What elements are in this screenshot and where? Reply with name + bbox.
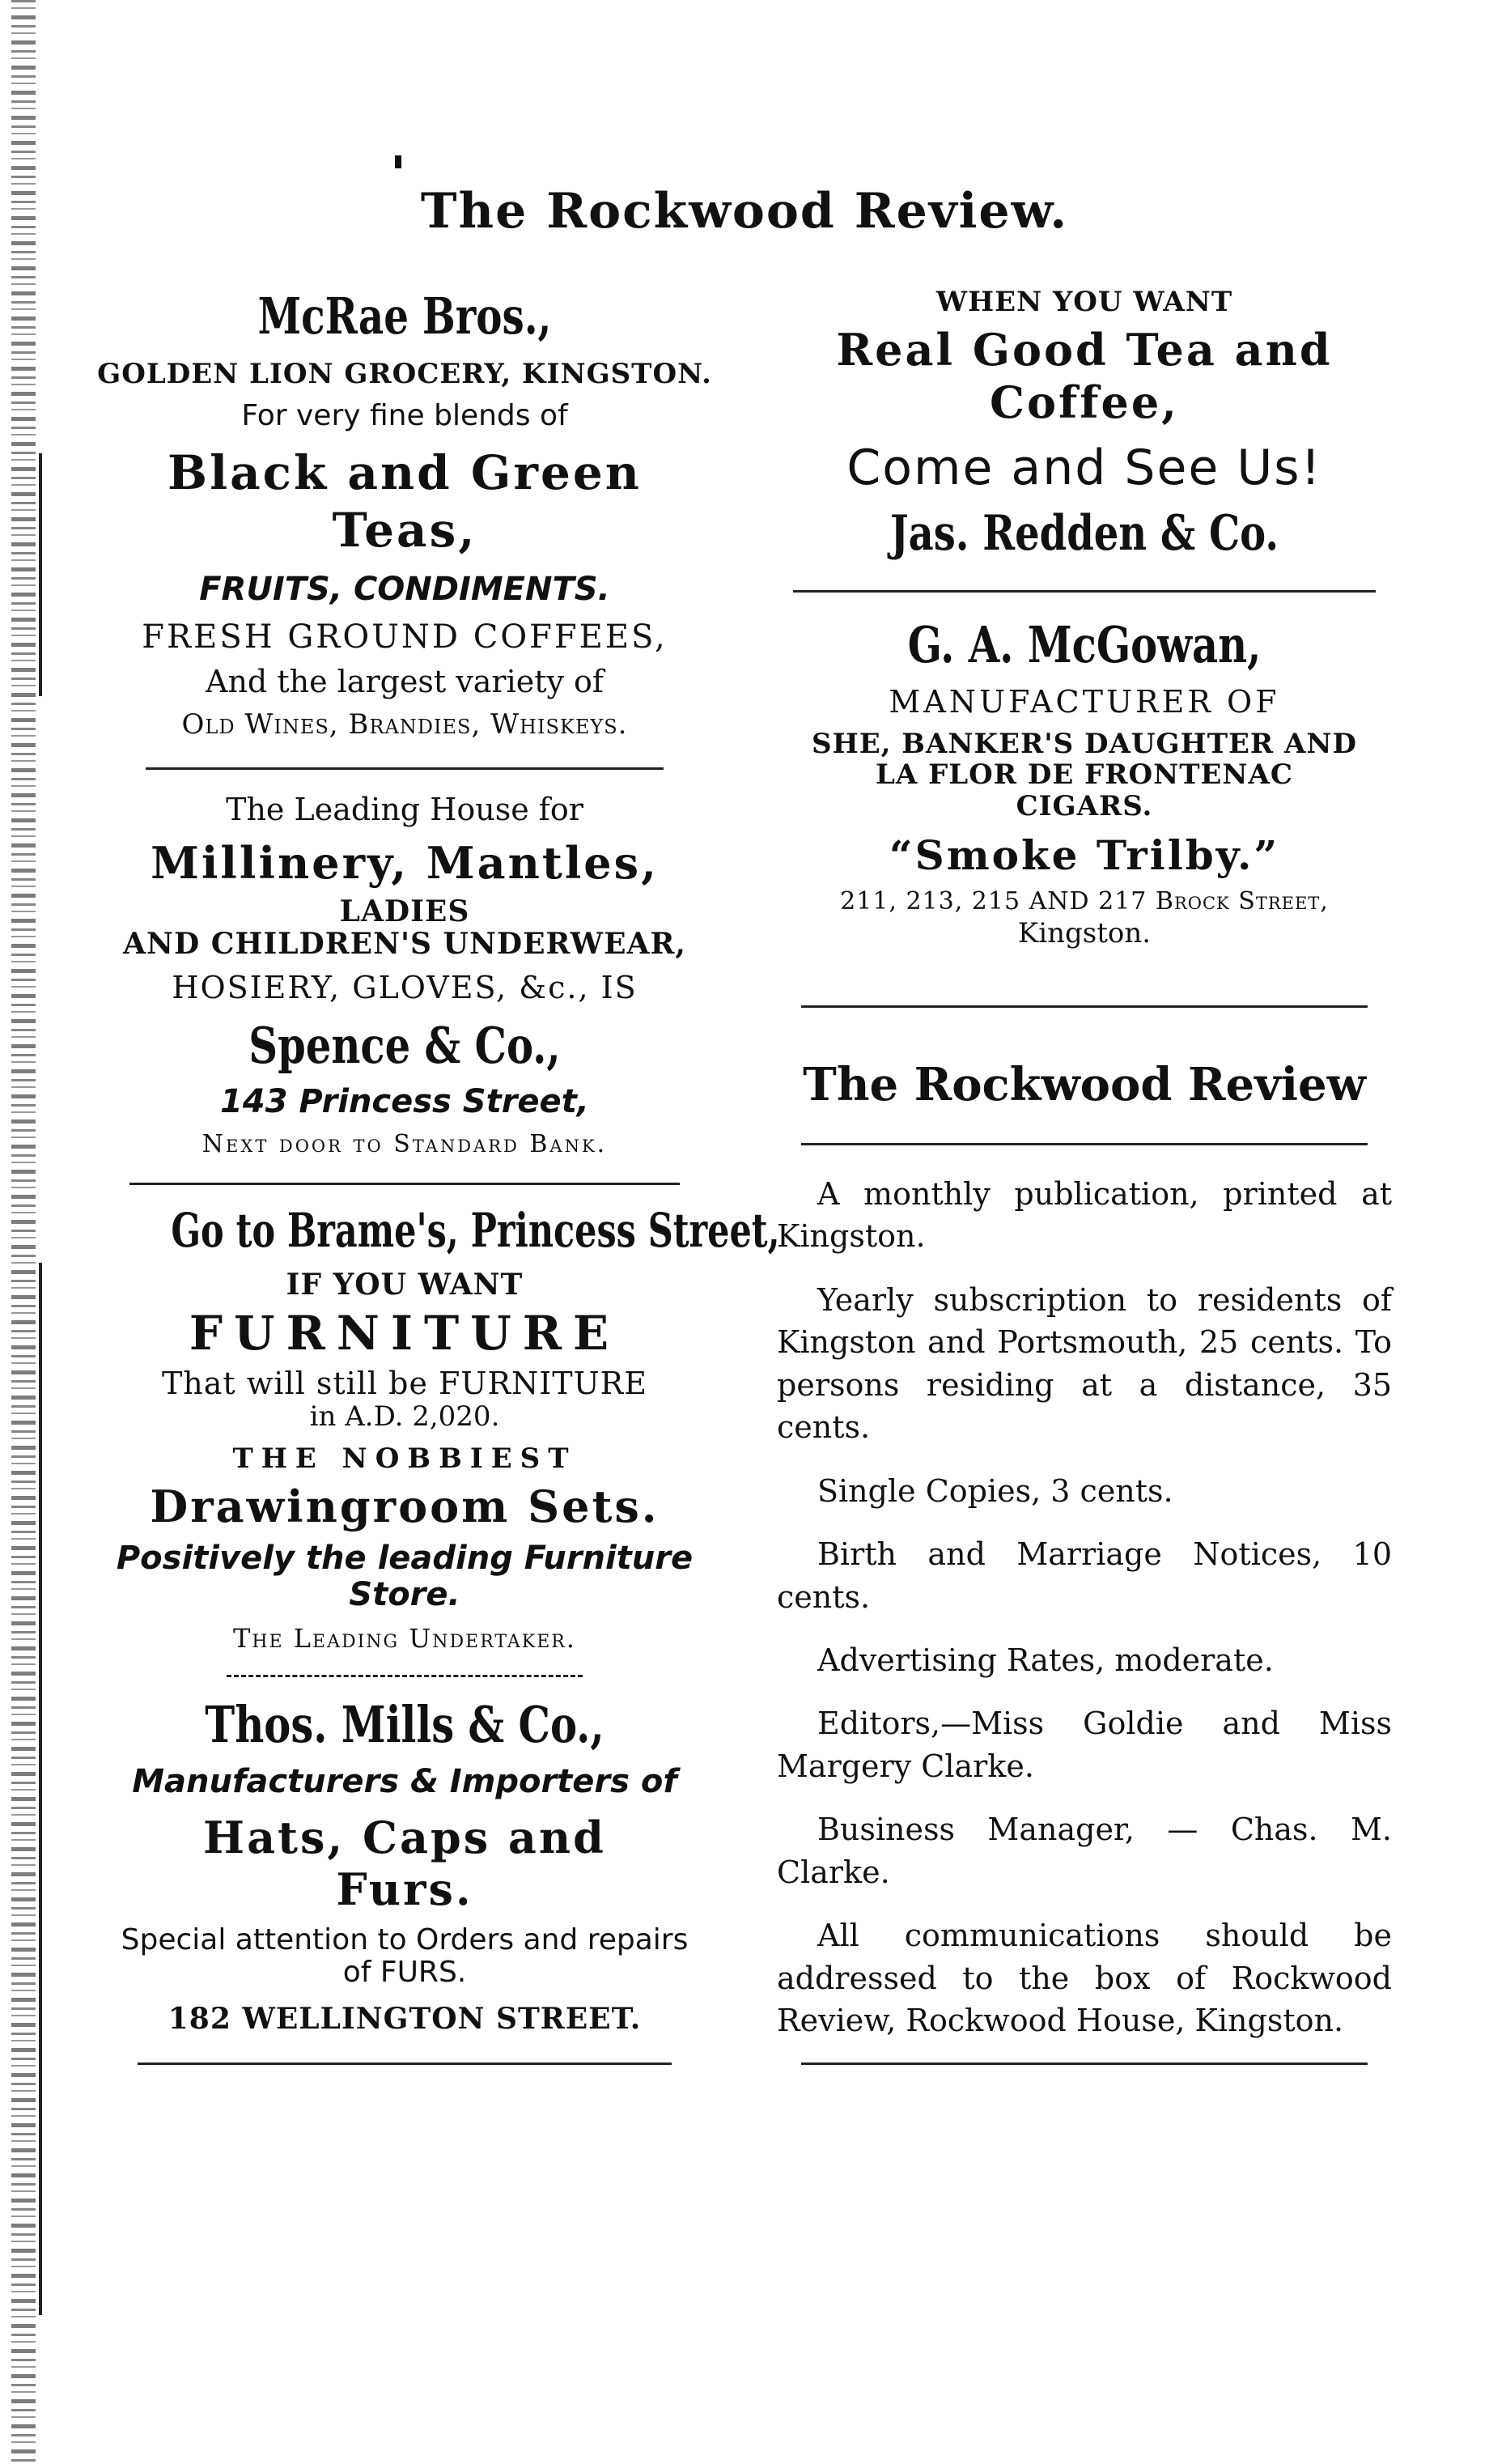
ad-address: Kingston. <box>1017 917 1152 950</box>
ad-line: THE NOBBIEST <box>232 1442 577 1475</box>
torn-edge <box>11 0 36 2464</box>
review-paragraph: Editors,—Miss Goldie and Miss Margery Clarke. <box>777 1706 1392 1784</box>
ad-name: Spence & Co., <box>248 1016 561 1076</box>
ad-headline: Drawingroom Sets. <box>150 1480 660 1532</box>
ad-line: FRUITS, CONDIMENTS. <box>199 570 610 608</box>
ad-line: GOLDEN LION GROCERY, KINGSTON. <box>97 358 712 391</box>
divider <box>793 590 1376 593</box>
ad-headline: Hats, Caps and <box>203 1812 606 1864</box>
ad-headline: Teas, <box>332 502 477 558</box>
ad-headline: Real Good Tea and <box>836 324 1333 376</box>
review-paragraph: Business Manager, — Chas. M. Clarke. <box>777 1812 1392 1890</box>
ad-address: 182 WELLINGTON STREET. <box>168 2001 642 2036</box>
ad-name: G. A. McGowan, <box>907 615 1262 675</box>
ad-mcrae <box>89 288 720 740</box>
ad-name: McRae Bros., <box>257 287 552 346</box>
ad-line: Positively the leading Furniture Store. <box>116 1540 694 1614</box>
ad-line: CIGARS. <box>1016 789 1153 822</box>
divider <box>227 1675 583 1677</box>
divider <box>129 1183 680 1185</box>
ad-redden <box>769 287 1400 561</box>
ad-line: That will still be FURNITURE <box>161 1366 648 1402</box>
left-column <box>89 283 780 2065</box>
ad-headline: Come and See Us! <box>846 440 1322 497</box>
ad-line: Old Wines, Brandies, Whiskeys. <box>181 707 628 741</box>
ad-address: 211, 213, 215 AND 217 Brock Street, <box>840 886 1329 916</box>
ad-spence <box>89 792 720 1158</box>
ad-line: Special attention to Orders and repairs of FURS. <box>121 1922 689 1990</box>
page-edge-scan <box>0 0 57 2464</box>
review-paragraph: A monthly publication, printed at Kingston. <box>777 1176 1392 1255</box>
ad-headline: Coffee, <box>990 376 1179 428</box>
ad-line: The Leading House for <box>226 791 583 827</box>
ad-mcgowan <box>769 617 1400 949</box>
ad-line: WHEN YOU WANT <box>935 286 1233 318</box>
divider <box>138 2063 672 2065</box>
ad-headline: Furs. <box>336 1863 473 1916</box>
ad-line: LADIES <box>339 894 470 928</box>
ad-line: Manufacturers & Importers of <box>132 1763 677 1801</box>
divider <box>801 1005 1368 1008</box>
ad-headline: Millinery, Mantles, <box>151 836 659 889</box>
review-paragraph: All communications should be addressed to the box of Rockwood Review, Rockwood House, Kingston. <box>777 1918 1392 2038</box>
ad-line: For very fine blends of <box>241 398 568 432</box>
review-paragraph: Advertising Rates, moderate. <box>817 1642 1274 1678</box>
ad-line: MANUFACTURER OF <box>889 683 1280 720</box>
ad-headline: FURNITURE <box>189 1306 621 1362</box>
ad-name: Thos. Mills & Co., <box>205 1694 605 1754</box>
review-title: The Rockwood Review <box>803 1058 1366 1112</box>
ad-headline: “Smoke Trilby.” <box>889 831 1280 879</box>
ad-line: And the largest variety of <box>206 664 604 700</box>
review-paragraph: Yearly subscription to residents of Kingston and Portsmouth, 25 cents. To persons residing at a distance, 35 cents. <box>777 1281 1392 1446</box>
right-column <box>769 283 1400 2065</box>
ad-name: Go to Brame's, Princess Street, <box>171 1202 780 1258</box>
ad-line: in A.D. 2,020. <box>309 1400 500 1433</box>
ad-line: SHE, BANKER'S DAUGHTER AND <box>812 728 1357 761</box>
ad-line: The Leading Undertaker. <box>233 1622 576 1654</box>
ad-line: HOSIERY, GLOVES, &c., IS <box>172 969 638 1005</box>
divider <box>801 1143 1368 1145</box>
edge-line <box>39 1263 42 2315</box>
masthead: The Rockwood Review. <box>420 183 1069 240</box>
divider <box>801 2063 1368 2065</box>
ad-line: FRESH GROUND COFFEES, <box>142 618 668 656</box>
ad-mills <box>89 1694 720 2036</box>
print-mark <box>395 155 401 168</box>
ad-address: 143 Princess Street, <box>219 1082 590 1120</box>
divider <box>146 767 664 770</box>
review-paragraph: Single Copies, 3 cents. <box>817 1472 1173 1509</box>
ad-brame <box>89 1202 780 1654</box>
review-info <box>769 1173 1400 2041</box>
edge-line <box>39 453 42 696</box>
ad-name: Jas. Redden & Co. <box>889 505 1279 563</box>
ad-line: LA FLOR DE FRONTENAC <box>876 758 1293 792</box>
review-paragraph: Birth and Marriage Notices, 10 cents. <box>777 1536 1392 1615</box>
ad-line: AND CHILDREN'S UNDERWEAR, <box>123 927 686 962</box>
ad-line: IF YOU WANT <box>286 1267 524 1302</box>
ad-headline: Black and Green <box>168 444 642 500</box>
ad-note: Next door to Standard Bank. <box>202 1130 608 1159</box>
